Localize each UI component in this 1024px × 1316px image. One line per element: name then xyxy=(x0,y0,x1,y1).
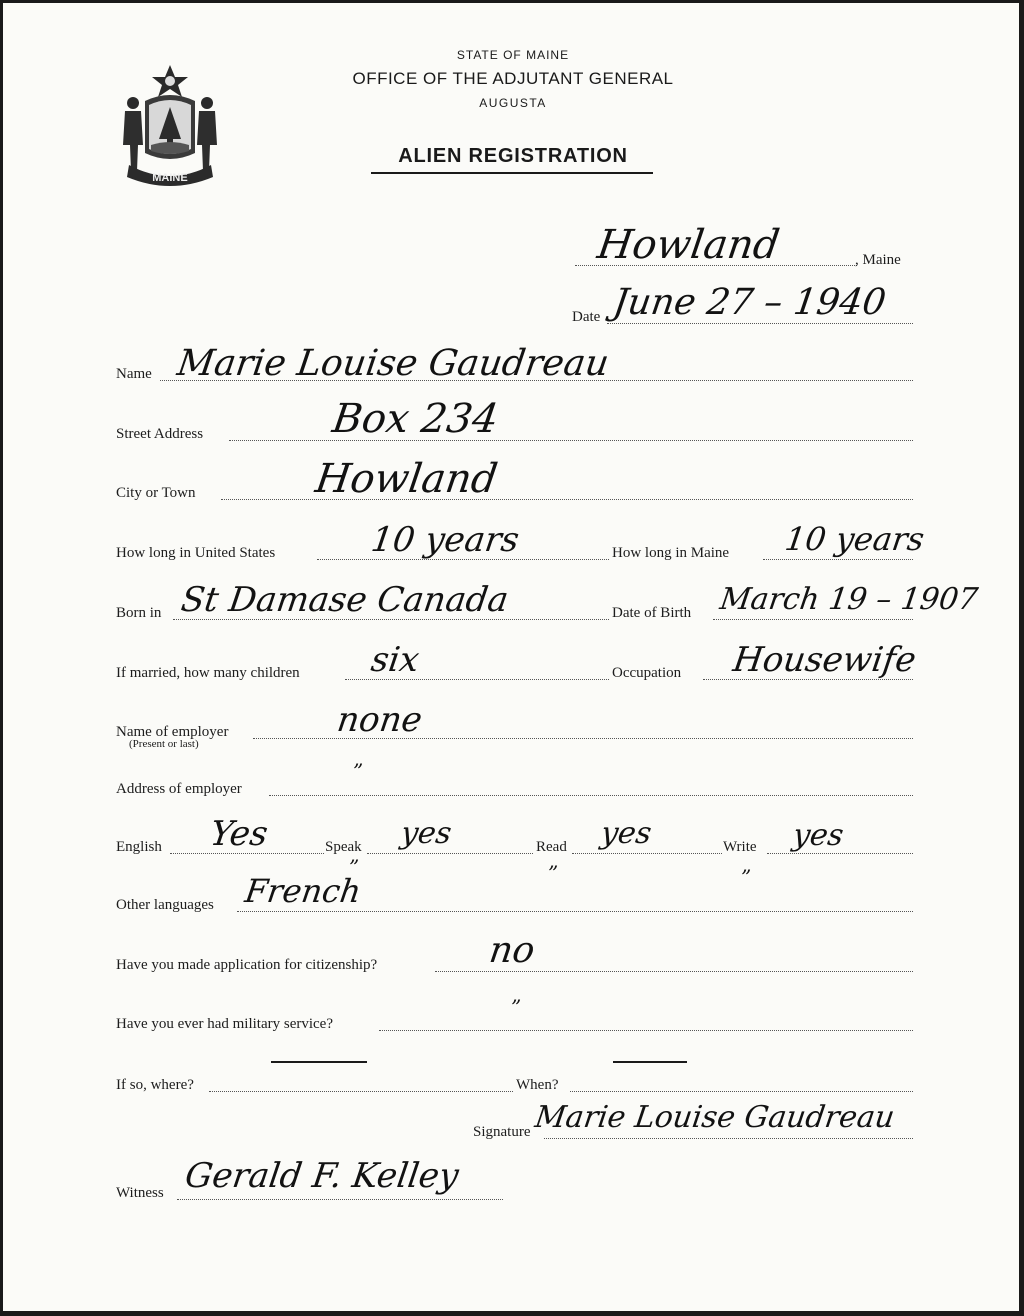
citizenship-value: no xyxy=(486,930,538,971)
how-long-maine-label: How long in Maine xyxy=(612,545,730,561)
name-value: Marie Louise Gaudreau xyxy=(174,343,612,384)
other-languages-value: French xyxy=(242,872,364,910)
when-dash xyxy=(613,1061,687,1063)
witness-value: Gerald F. Kelley xyxy=(182,1156,462,1196)
read-value: yes xyxy=(598,816,654,851)
read-line xyxy=(572,853,722,854)
occupation-value: Housewife xyxy=(730,640,919,680)
name-label: Name xyxy=(116,366,152,382)
employer-name-label: Name of employer xyxy=(116,724,229,740)
born-in-label: Born in xyxy=(116,605,162,621)
when-label: When? xyxy=(516,1077,559,1093)
english-value: Yes xyxy=(207,814,271,854)
citizenship-label: Have you made application for citizenship? xyxy=(116,957,378,973)
seal-text: MAINE xyxy=(152,172,188,184)
header-city: AUGUSTA xyxy=(479,96,547,110)
write-ditto: ” xyxy=(741,865,752,889)
how-long-us-value: 10 years xyxy=(368,520,522,560)
signature-label: Signature xyxy=(473,1124,531,1140)
when-line xyxy=(570,1091,913,1092)
where-label: If so, where? xyxy=(116,1077,194,1093)
header-state: STATE OF MAINE xyxy=(456,48,570,62)
military-line xyxy=(379,1030,913,1031)
date-label: Date xyxy=(572,309,601,325)
write-line xyxy=(767,853,913,854)
date-of-birth-label: Date of Birth xyxy=(612,605,692,621)
date-of-birth-line xyxy=(713,619,913,620)
place-suffix: , Maine xyxy=(855,252,901,268)
city-value: Howland xyxy=(312,456,501,502)
employer-note: (Present or last) xyxy=(129,738,199,750)
header-office: OFFICE OF THE ADJUTANT GENERAL xyxy=(352,69,674,88)
state-seal-icon xyxy=(111,61,229,189)
street-label: Street Address xyxy=(116,426,204,442)
title-underline xyxy=(371,172,653,174)
employer-address-line xyxy=(269,795,913,796)
employer-address-label: Address of employer xyxy=(116,781,242,797)
date-value: June 27 – 1940 xyxy=(610,282,889,323)
signature-line xyxy=(544,1138,913,1139)
witness-label: Witness xyxy=(116,1185,164,1201)
where-line xyxy=(209,1091,513,1092)
document-page xyxy=(3,3,1019,1311)
how-long-maine-line xyxy=(763,559,913,560)
witness-line xyxy=(177,1199,503,1200)
read-label: Read xyxy=(536,839,567,855)
how-long-us-label: How long in United States xyxy=(116,545,276,561)
where-dash xyxy=(271,1061,367,1063)
military-value: ” xyxy=(511,995,522,1019)
born-in-value: St Damase Canada xyxy=(178,580,511,620)
date-line xyxy=(607,323,913,324)
signature-value: Marie Louise Gaudreau xyxy=(532,1100,897,1135)
other-languages-label: Other languages xyxy=(116,897,214,913)
children-label: If married, how many children xyxy=(116,665,300,681)
place-value: Howland xyxy=(594,222,783,268)
date-of-birth-value: March 19 – 1907 xyxy=(717,582,980,617)
speak-value: yes xyxy=(398,816,454,851)
employer-name-value: none xyxy=(334,700,425,740)
form-title: ALIEN REGISTRATION xyxy=(398,145,628,167)
citizenship-line xyxy=(435,971,913,972)
military-label: Have you ever had military service? xyxy=(116,1016,333,1032)
city-label: City or Town xyxy=(116,485,196,501)
employer-address-value: ” xyxy=(353,759,364,783)
read-ditto: ” xyxy=(548,861,559,885)
speak-label: Speak xyxy=(325,839,362,855)
write-label: Write xyxy=(723,839,757,855)
speak-ditto: ” xyxy=(349,855,360,879)
speak-line xyxy=(367,853,533,854)
street-value: Box 234 xyxy=(329,396,502,442)
children-value: six xyxy=(368,640,422,680)
english-label: English xyxy=(116,839,162,855)
how-long-maine-value: 10 years xyxy=(782,520,927,558)
other-languages-line xyxy=(237,911,913,912)
occupation-label: Occupation xyxy=(612,665,682,681)
write-value: yes xyxy=(790,818,846,853)
